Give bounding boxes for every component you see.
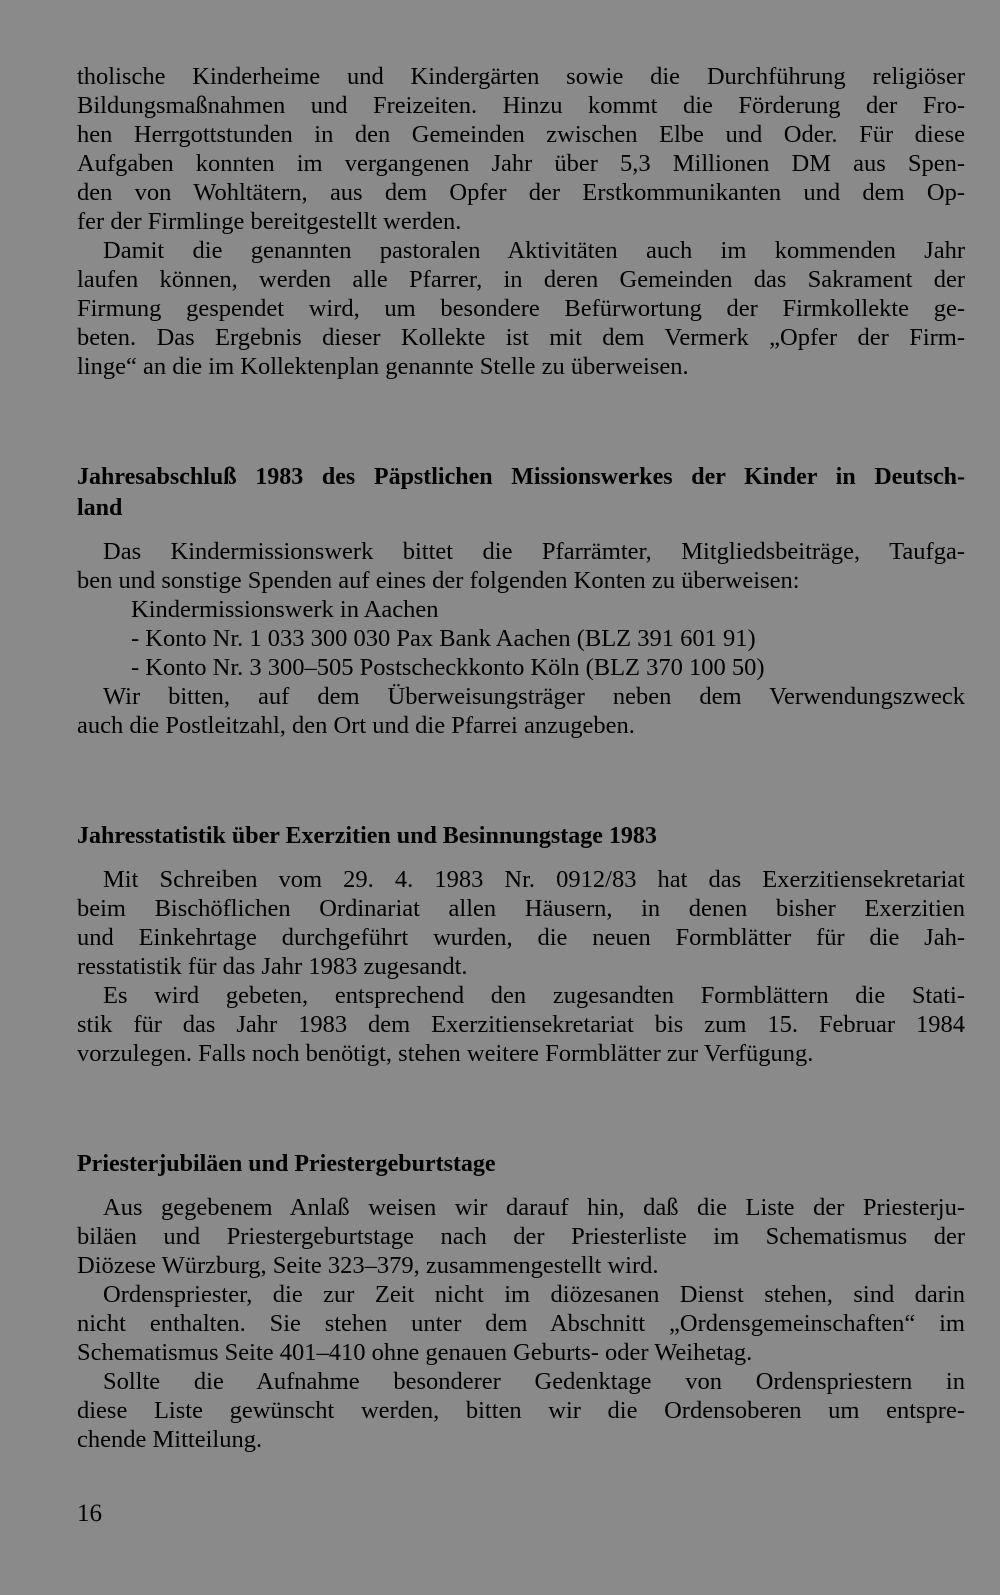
text-line: diese Liste gewünscht werden, bitten wir die Ordensoberen um entspre-	[77, 1397, 965, 1424]
text-line: beten. Das Ergebnis dieser Kollekte ist mit dem Vermerk „Opfer der Firm-	[77, 324, 965, 351]
heading-line: land	[77, 495, 123, 521]
text-line: chende Mitteilung.	[77, 1426, 263, 1453]
text-line: Bildungsmaßnahmen und Freizeiten. Hinzu kommt die Förderung der Fro-	[77, 92, 965, 119]
text-line: stik für das Jahr 1983 dem Exerzitiensekretariat bis zum 15. Februar 1984	[77, 1011, 965, 1038]
text-line: Mit Schreiben vom 29. 4. 1983 Nr. 0912/83 hat das Exerzitiensekretariat	[103, 866, 965, 893]
heading-line: Jahresabschluß 1983 des Päpstlichen Missionswerkes der Kinder in Deutsch-	[77, 464, 965, 490]
section-heading-exerzitien	[77, 821, 965, 852]
text-line: Das Kindermissionswerk bittet die Pfarrämter, Mitgliedsbeiträge, Taufga-	[103, 538, 965, 565]
text-line: Wir bitten, auf dem Überweisungsträger neben dem Verwendungszweck	[103, 683, 965, 710]
priester-paragraph	[77, 1193, 965, 1454]
text-line: nicht enthalten. Sie stehen unter dem Abschnitt „Ordensgemeinschaften“ im	[77, 1310, 965, 1337]
text-line: resstatistik für das Jahr 1983 zugesandt.	[77, 953, 468, 980]
heading-line: Priesterjubiläen und Priestergeburtstage	[77, 1151, 496, 1177]
text-line: tholische Kinderheime und Kindergärten sowie die Durchführung religiöser	[77, 63, 965, 90]
text-line: Damit die genannten pastoralen Aktivitäten auch im kommenden Jahr	[103, 237, 965, 264]
section-heading-kindermissionswerk	[77, 462, 965, 524]
text-line: Diözese Würzburg, Seite 323–379, zusammengestellt wird.	[77, 1252, 659, 1279]
text-line: beim Bischöflichen Ordinariat allen Häusern, in denen bisher Exerzitien	[77, 895, 965, 922]
section-heading-priester	[77, 1149, 965, 1180]
text-line: den von Wohltätern, aus dem Opfer der Erstkommunikanten und dem Op-	[77, 179, 965, 206]
text-line: fer der Firmlinge bereitgestellt werden.	[77, 208, 462, 235]
text-line: biläen und Priestergeburtstage nach der Priesterliste im Schematismus der	[77, 1223, 965, 1250]
account-line: - Konto Nr. 1 033 300 030 Pax Bank Aachen (BLZ 391 601 91)	[131, 625, 756, 652]
text-line: Kindermissionswerk in Aachen	[131, 596, 439, 623]
text-line: Aufgaben konnten im vergangenen Jahr über 5,3 Millionen DM aus Spen-	[77, 150, 965, 177]
document-page	[77, 62, 965, 1454]
account-line: - Konto Nr. 3 300–505 Postscheckkonto Köln (BLZ 370 100 50)	[131, 654, 765, 681]
heading-line: Jahresstatistik über Exerzitien und Besinnungstage 1983	[77, 823, 657, 849]
text-line: Ordenspriester, die zur Zeit nicht im diözesanen Dienst stehen, sind darin	[103, 1281, 965, 1308]
page-number: 16	[77, 1500, 102, 1527]
text-line: Schematismus Seite 401–410 ohne genauen Geburts- oder Weihetag.	[77, 1339, 753, 1366]
text-line: Es wird gebeten, entsprechend den zugesandten Formblättern die Stati-	[103, 982, 965, 1009]
text-line: linge“ an die im Kollektenplan genannte Stelle zu überweisen.	[77, 353, 689, 380]
kindermissionswerk-paragraph	[77, 537, 965, 740]
text-line: und Einkehrtage durchgeführt wurden, die neuen Formblätter für die Jah-	[77, 924, 965, 951]
text-line: ben und sonstige Spenden auf eines der folgenden Konten zu überweisen:	[77, 567, 800, 594]
text-line: hen Herrgottstunden in den Gemeinden zwischen Elbe und Oder. Für diese	[77, 121, 965, 148]
exerzitien-paragraph	[77, 865, 965, 1068]
text-line: Sollte die Aufnahme besonderer Gedenktage von Ordenspriestern in	[103, 1368, 965, 1395]
text-line: auch die Postleitzahl, den Ort und die Pfarrei anzugeben.	[77, 712, 635, 739]
text-line: vorzulegen. Falls noch benötigt, stehen weitere Formblätter zur Verfügung.	[77, 1040, 814, 1067]
text-line: laufen können, werden alle Pfarrer, in deren Gemeinden das Sakrament der	[77, 266, 965, 293]
text-line: Aus gegebenem Anlaß weisen wir darauf hin, daß die Liste der Priesterju-	[103, 1194, 965, 1221]
text-line: Firmung gespendet wird, um besondere Befürwortung der Firmkollekte ge-	[77, 295, 965, 322]
intro-paragraph	[77, 62, 965, 381]
